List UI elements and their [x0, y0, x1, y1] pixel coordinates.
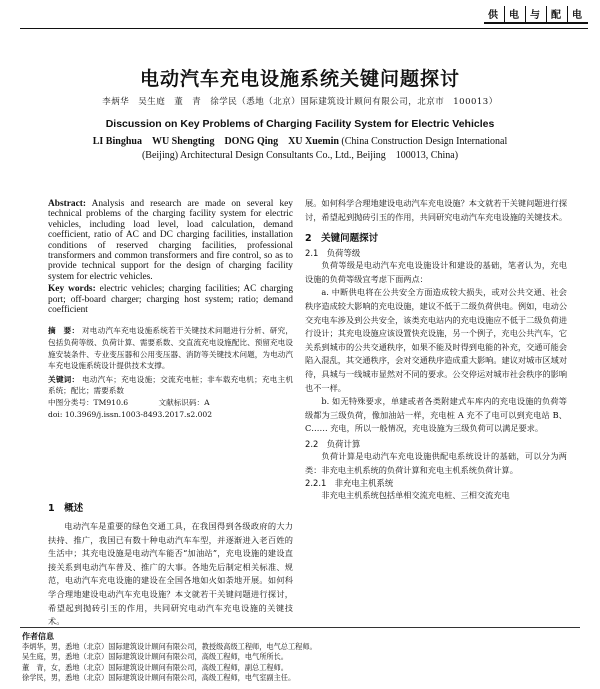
section-2-1-p2: a. 中断供电将在公共安全方面造成较大损失，或对公共交通、社会秩序造成较大影响的充电设施，建议不低于二级负荷供电。例如，电动公交充电车涉及到公共安全，该类充电站内的充电设施应不低于二级负荷进行设计；其充电设施应该设置快充设施，另一个例子，充电公共汽车，它关系到城市的公共交通秩序，如果不能及时得到电能的补充，交通可能会陷入混乱，其交通秩序，会对交通秩序造成重大影响。建议对城市区域对待，具城与一线城市显然对不同的要求。公交停运对城市社会秩序的影响也不一样。: [305, 287, 568, 393]
author-note-line: 吴生庭，男，悉地（北京）国际建筑设计顾问有限公司，高级工程师，电气所所长。: [22, 652, 288, 662]
author-note-line: 董 青，女，悉地（北京）国际建筑设计顾问有限公司，高级工程师，副总工程师。: [22, 662, 288, 672]
title-en: Discussion on Key Problems of Charging Facility System for Electric Vehicles: [105, 118, 495, 130]
author-notes: [22, 631, 582, 684]
abstract-cn: [48, 325, 293, 371]
abstract-cn-text: 对电动汽车充电设施系统若干关键技术问题进行分析、研究，包括负荷等级、负荷计算、需要系数、交直流充电设施配比、预留充电设施安装条件、专业变压器和公用变压器、消防等关键技术问题，为电动汽车充电设施系统设计提供技术支撑。: [48, 326, 294, 371]
header-rule: [20, 28, 588, 29]
section-2-1-heading: 2.1 负荷等级: [305, 248, 361, 259]
doi: doi: 10.3969/j.issn.1003-8493.2017.s2.002: [48, 409, 213, 419]
keywords-cn-label: 关键词：: [48, 374, 80, 384]
keywords-en-label: Key words:: [48, 284, 96, 295]
journal-char: 电: [567, 6, 588, 24]
journal-char: 电: [504, 6, 525, 24]
section-2-2-p1: 负荷计算是电动汽车充电设施供配电系统设计的基础，可以分为两类：非充电主机系统的负荷计算和充电主机系统负荷计算。: [305, 450, 567, 475]
abstract-en-label: Abstract:: [48, 199, 87, 209]
keywords-cn: [48, 374, 293, 397]
affiliation-en-1: (China Construction Design International: [341, 136, 508, 147]
keywords-en: [48, 284, 293, 315]
abstract-en: [48, 199, 293, 282]
section-2-heading: 2 关键问题探讨: [305, 233, 379, 245]
journal-char: 配: [546, 6, 567, 24]
abstract-en-text: Analysis and research are made on several key technical problems of the charging facility system for electric vehicles, including load level, load calculation, demand coefficient, ratio of AC and DC charging facilities, installation conditions of reserved charging facilities, professional transformers and common transformers and fire control, so as to provide technical support for the design of charging facility system for electric vehicles.: [48, 199, 293, 282]
section-1-text: 电动汽车是重要的绿色交通工具，在我国得到各级政府的大力扶持、推广，我国已有数十种电动汽车车型，并逐渐进入老百姓的生活中；其充电设施是电动汽车能否“加油站”，充电设施的建设直接关系到电动汽车普及、推广的大事。各地先后制定相关标准、规范，电动汽车充电设施的建设在全国各地如火如荼地开展。如何科学合理地建设电动汽车充电设施？本文就若干关键问题进行探讨，希望起到抛砖引玉的作用，共同研究电动汽车充电设施的关键技术。: [48, 521, 293, 627]
abstract-cn-label: 摘 要：: [48, 326, 80, 336]
section-1-continued: 展。如何科学合理地建设电动汽车充电设施？本文就若干关键问题进行探讨，希望起到抛砖引玉的作用，共同研究电动汽车充电设施的关键技术。: [305, 198, 568, 222]
journal-char: 供: [484, 6, 504, 24]
section-2-2-1-heading: 2.2.1 非充电主机系统: [305, 478, 394, 489]
author-note-line: 徐学民，男，悉地（北京）国际建筑设计顾问有限公司，高级工程师，电气室副主任。: [22, 673, 296, 683]
left-column: [48, 199, 293, 420]
journal-char: 与: [525, 6, 546, 24]
journal-tag: [484, 6, 588, 24]
affiliation-en-2: (Beijing) Architectural Design Consultants Co., Ltd., Beijing 100013, China): [141, 150, 459, 161]
keywords-en-text: electric vehicles; charging facilities; AC charging port; off-board charger; charging host system; ratio; demand coefficient: [48, 284, 294, 316]
author-names-en: LI Binghua WU Shengting DONG Qing XU Xuemin: [92, 136, 339, 147]
page-title: 电动汽车充电设施系统关键问题探讨: [139, 68, 460, 90]
section-1-heading: 1 概述: [48, 503, 84, 514]
author-note-line: 李炳华，男，悉地（北京）国际建筑设计顾问有限公司，教授级高级工程师，电气总工程师。: [22, 641, 317, 651]
right-column: [305, 197, 567, 503]
author-notes-heading: 作者信息: [22, 631, 54, 641]
section-2-1-p3: b. 如无特殊要求，单建或者各类附建式车库内的充电设施的负荷等级都为三级负荷，像加油站一样，充电桩 A 充不了电可以到充电站 B、C…… 充电，所以一般情况，充电设施为三级负荷可以满足要求。: [305, 396, 567, 434]
section-2-2-heading: 2.2 负荷计算: [305, 438, 361, 449]
authors-en: [0, 135, 600, 163]
classification: 中图分类号：TM910.6 文献标识码：A: [48, 398, 210, 408]
keywords-cn-text: 电动汽车；充电设施；交流充电桩；非车载充电机；充电主机系统；配比；需要系数: [48, 374, 294, 396]
section-2-1-p1: 负荷等级是电动汽车充电设施设计和建设的基础，笔者认为，充电设施的负荷等级宜考虑下面两点：: [305, 260, 567, 284]
footnote-rule: [20, 627, 580, 628]
section-2-2-1-p1: 非充电主机系统包括单相交流充电桩、三相交流充电: [321, 490, 510, 501]
authors-cn: 李炳华 吴生庭 董 青 徐学民（悉地（北京）国际建筑设计顾问有限公司，北京市 100013）: [102, 97, 498, 107]
section-1: [48, 500, 293, 628]
